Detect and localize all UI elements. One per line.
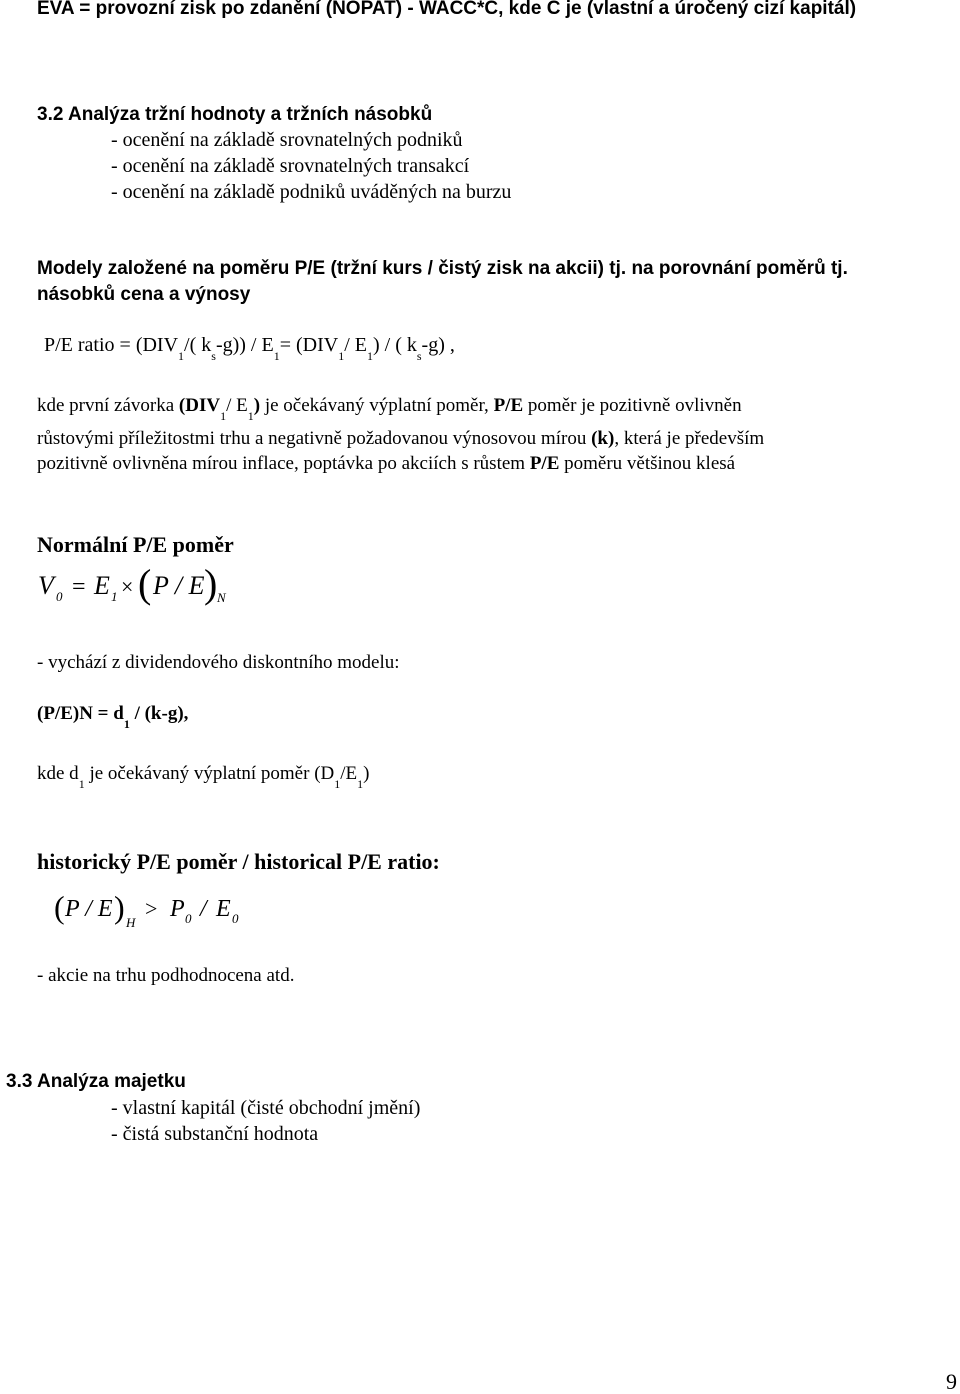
- formula-p-sub: 0: [185, 911, 192, 926]
- section-3-2-item: - ocenění na základě srovnatelných podniků: [111, 129, 463, 151]
- kde-subscript: 1: [334, 777, 341, 791]
- models-line-2: násobků cena a výnosy: [37, 284, 251, 305]
- formula-h-sub: H: [126, 915, 136, 930]
- pe-ratio-formula: [44, 333, 455, 363]
- kde-text: je očekávaný výplatní poměr (D: [84, 763, 335, 784]
- section-3-2-item: - ocenění na základě podniků uváděných na burzu: [111, 181, 512, 203]
- explanation-line-3: [37, 452, 735, 476]
- explanation-text: kde první závorka: [37, 395, 179, 416]
- formula-text: P/E ratio = (DIV: [44, 334, 179, 356]
- explanation-bold: (k): [591, 428, 615, 449]
- section-3-2-item: - ocenění na základě srovnatelných transakcí: [111, 155, 470, 177]
- explanation-subscript: 1: [220, 409, 227, 423]
- kde-text: kde d: [37, 763, 79, 784]
- normal-pe-formula: [36, 562, 246, 608]
- formula-subscript: s: [211, 349, 216, 363]
- formula-text: /( k: [184, 334, 212, 356]
- section-3-3-item: - čistá substanční hodnota: [111, 1123, 319, 1145]
- explanation-text: pozitivně ovlivněna mírou inflace, poptávka po akciích s růstem: [37, 453, 530, 474]
- explanation-text: / E: [226, 395, 248, 416]
- formula-slash: /: [200, 896, 207, 922]
- formula-v-sub: 0: [56, 589, 63, 604]
- formula-lparen: (: [54, 889, 65, 925]
- kde-text: ): [363, 763, 370, 784]
- explanation-bold: P/E: [529, 453, 560, 474]
- formula-pe: P / E: [65, 896, 113, 922]
- formula-subscript: 1: [178, 349, 185, 363]
- section-3-3-title: 3.3 Analýza majetku: [6, 1071, 186, 1092]
- kde-d-line: [37, 762, 370, 791]
- formula-subscript: 1: [273, 349, 280, 363]
- pe-n-formula: [37, 702, 189, 731]
- eva-definition: EVA = provozní zisk po zdanění (NOPAT) - WACC*C, kde C je (vlastní a úročený cizí kapitál): [37, 0, 857, 19]
- formula-text: / E: [344, 334, 367, 356]
- formula-eq: =: [72, 574, 86, 600]
- explanation-text: růstovými příležitostmi trhu a negativně požadovanou výnosovou mírou: [37, 428, 592, 449]
- formula-p: P: [170, 896, 185, 922]
- formula-rparen: ): [114, 889, 125, 925]
- explanation-bold: P/E: [493, 395, 524, 416]
- formula-rparen: ): [204, 562, 218, 606]
- normal-pe-heading: Normální P/E poměr: [37, 532, 234, 557]
- formula-subscript: 1: [338, 349, 345, 363]
- formula-e-sub: 0: [232, 911, 239, 926]
- page-number: 9: [946, 1369, 957, 1394]
- section-3-2-title: 3.2 Analýza tržní hodnoty a tržních násobků: [37, 104, 433, 125]
- formula-n-sub: N: [217, 590, 226, 605]
- formula-lparen: (: [138, 562, 152, 606]
- historical-note: - akcie na trhu podhodnocena atd.: [37, 965, 295, 986]
- explanation-line-1: [37, 394, 742, 423]
- formula-e-sub: 1: [111, 589, 118, 604]
- explanation-text: poměr je pozitivně ovlivněn: [523, 395, 742, 416]
- explanation-text: , která je především: [614, 428, 765, 449]
- section-3-3-item: - vlastní kapitál (čisté obchodní jmění): [111, 1097, 421, 1119]
- explanation-subscript: 1: [247, 409, 254, 423]
- kde-subscript: 1: [357, 777, 364, 791]
- formula-e: E: [94, 571, 110, 600]
- explanation-bold: (DIV: [178, 395, 221, 416]
- formula-text: ) / ( k: [372, 334, 417, 356]
- formula-subscript: 1: [123, 717, 130, 731]
- formula-text: (P/E)N = d: [37, 703, 124, 724]
- formula-text: / (k-g),: [129, 703, 189, 724]
- formula-e: E: [216, 896, 231, 922]
- explanation-text: poměru většinou klesá: [559, 453, 736, 474]
- kde-text: /E: [340, 763, 358, 784]
- explanation-text: je očekávaný výplatní poměr,: [260, 395, 494, 416]
- formula-gt: >: [145, 896, 158, 921]
- formula-text: -g) ,: [421, 334, 455, 356]
- formula-pe: P / E: [153, 571, 205, 600]
- formula-v: V: [38, 571, 54, 600]
- dividend-model-line: - vychází z dividendového diskontního modelu:: [37, 652, 400, 673]
- formula-text: = (DIV: [279, 334, 339, 356]
- historical-pe-heading: historický P/E poměr / historical P/E ratio:: [37, 849, 440, 874]
- formula-times: ×: [121, 574, 134, 599]
- kde-subscript: 1: [78, 777, 85, 791]
- models-line-1: Modely založené na poměru P/E (tržní kurs / čistý zisk na akcii) tj. na porovnání poměrů tj.: [37, 258, 848, 279]
- formula-text: -g)) / E: [215, 334, 274, 356]
- explanation-line-2: [37, 427, 764, 451]
- formula-subscript: 1: [366, 349, 373, 363]
- explanation-bold: ): [253, 395, 261, 416]
- historical-pe-formula: [52, 888, 262, 934]
- formula-subscript: s: [416, 349, 422, 363]
